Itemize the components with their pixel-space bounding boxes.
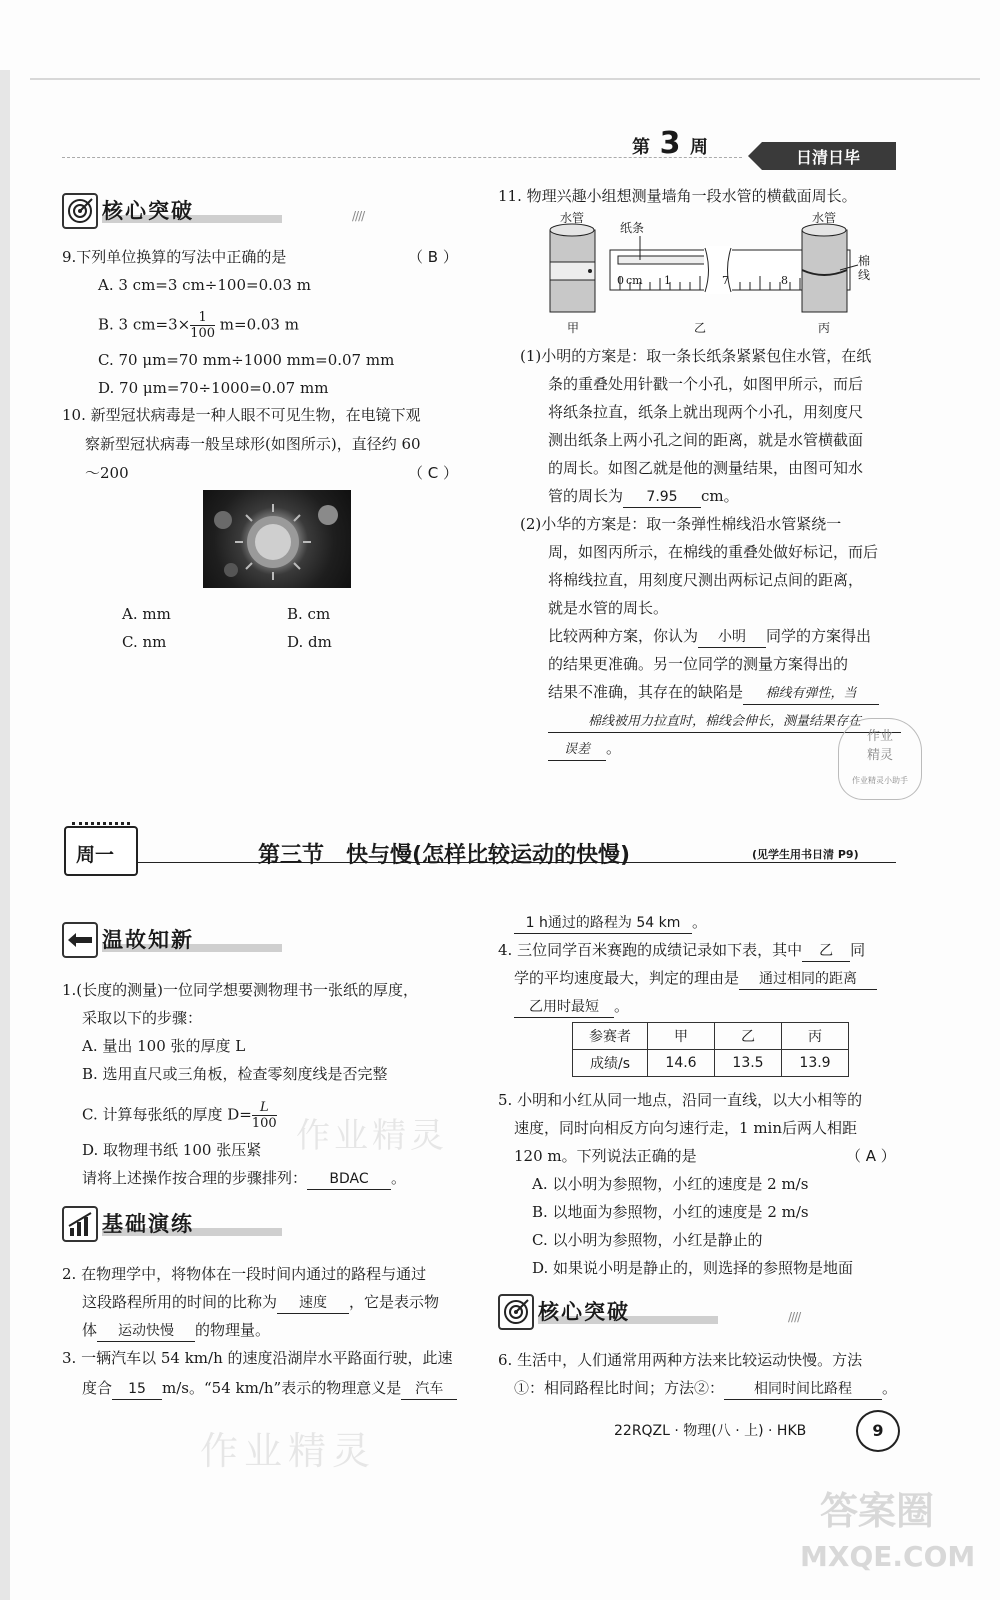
answer-mps: 15 [112, 1379, 162, 1400]
fraction-denominator: 100 [251, 1116, 277, 1131]
page-top-line [30, 78, 980, 80]
label-yi: 乙 [694, 321, 707, 335]
answer-meaning: 运动快慢 [97, 1321, 195, 1342]
section-title: 温故知新 [102, 928, 194, 952]
race-table [572, 1022, 849, 1077]
q9-option-c: C. 70 μm=70 mm÷1000 mm=0.07 mm [98, 351, 395, 369]
q5-line3: 120 m。下列说法正确的是 [514, 1147, 697, 1165]
q9-option-b [98, 310, 299, 341]
review-heading [62, 922, 392, 956]
fraction-numerator: L [252, 1100, 277, 1116]
target-icon [498, 1294, 534, 1330]
q10-line3: ～200 [85, 464, 129, 482]
table-row [573, 1050, 849, 1077]
answer-order: BDAC [307, 1169, 391, 1190]
week-suffix: 周 [690, 137, 709, 158]
q6-line2 [514, 1378, 897, 1400]
q1-option-d: D. 取物理书纸 100 张压紧 [82, 1141, 262, 1159]
q3-line2 [82, 1378, 457, 1400]
site-url: MXQE.COM [800, 1540, 976, 1573]
compare-end: 。 [606, 739, 622, 757]
basics-heading [62, 1206, 392, 1240]
page-number [856, 1410, 900, 1452]
q11-p1-l6 [548, 486, 739, 508]
q4-line2 [514, 968, 877, 990]
stamp-line1: 作业 [866, 729, 893, 744]
virus-image [203, 490, 351, 588]
core-breakthrough-heading [62, 193, 392, 227]
q5-option-b: B. 以地面为参照物，小红的速度是 2 m/s [532, 1203, 809, 1221]
q11-p2-l2: 周，如图丙所示，在棉线的重叠处做好标记，而后 [548, 543, 879, 561]
q11-stem: 11. 物理兴趣小组想测量墙角一段水管的横截面周长。 [498, 187, 857, 205]
q2-line2 [82, 1292, 439, 1314]
spiral-rings [72, 822, 130, 833]
q10-option-d: D. dm [287, 633, 332, 651]
q2-l3-prefix: 体 [82, 1321, 98, 1339]
q4-line3 [514, 996, 629, 1018]
q11-p1-l6-prefix: 管的周长为 [548, 487, 624, 505]
zuoye-stamp [838, 718, 922, 800]
answer-method-2: 相同时间比路程 [724, 1379, 882, 1400]
q6-l2-prefix: ①：相同路程比时间；方法②： [514, 1379, 725, 1397]
q10-line1: 10. 新型冠状病毒是一种人眼不可见生物，在电镜下观 [62, 406, 421, 424]
q9-option-a: A. 3 cm=3 cm÷100=0.03 m [98, 276, 311, 294]
q11-p2-l1: (2)小华的方案是：取一条弹性棉线沿水管紧绕一 [520, 515, 842, 533]
tick-8: 8 [781, 274, 788, 287]
answer-circumference: 7.95 [623, 487, 701, 508]
label-jia: 甲 [567, 321, 580, 335]
week-header [632, 126, 708, 161]
q10-option-b: B. cm [287, 605, 331, 623]
q11-compare-l5 [548, 738, 621, 761]
fraction-numerator: 1 [190, 310, 215, 326]
label-water-pipe-1: 水管 [560, 211, 585, 225]
q11-compare-l1 [548, 626, 871, 648]
q2-l3-suffix: 的物理量。 [195, 1321, 271, 1339]
q1-order-end: 。 [391, 1169, 407, 1187]
q5-option-d: D. 如果说小明是静止的，则选择的参照物是地面 [532, 1259, 854, 1277]
target-icon [62, 193, 98, 229]
tick-1: 1 [664, 274, 671, 287]
q10-option-c: C. nm [122, 633, 167, 651]
q10-line2: 察新型冠状病毒一般呈球形(如图所示)，直径约 60 [85, 435, 421, 453]
answer-defect-2: 棉线被用力拉直时，棉线会伸长，测量结果存在 [548, 712, 901, 733]
q1-option-b: B. 选用直尺或三角板，检查零刻度线是否完整 [82, 1065, 388, 1083]
answer-reason-2: 乙用时最短 [514, 997, 614, 1018]
q3-continuation [514, 912, 707, 934]
answer-speed: 速度 [277, 1293, 349, 1314]
lesson-ref: (见学生用书日清 P9) [752, 848, 859, 861]
section-title: 核心突破 [102, 199, 194, 223]
answer-fastest: 乙 [802, 941, 850, 962]
q1-option-c [82, 1100, 277, 1131]
q11-p1-l2: 条的重叠处用针戳一个小孔，如图甲所示，而后 [548, 375, 864, 393]
footer-code: 22RQZL · 物理(八 · 上) · HKB [614, 1423, 807, 1439]
q11-p2-l3: 将棉线拉直，用刻度尺测出两标记点间的距离， [548, 571, 864, 589]
fraction-denominator: 100 [190, 326, 216, 341]
q3-l2-prefix: 度合 [82, 1379, 113, 1397]
section-title: 基础演练 [102, 1212, 194, 1236]
q9-stem: 9.下列单位换算的写法中正确的是 [62, 248, 287, 266]
page-number-value: 9 [872, 1421, 884, 1440]
stamp-line2: 精灵 [866, 748, 893, 763]
q4-end: 。 [614, 997, 630, 1015]
q11-p1-l1: (1)小明的方案是：取一条长纸条紧紧包住水管，在纸 [520, 347, 872, 365]
table-cell: 14.6 [648, 1050, 715, 1077]
label-paper-strip: 纸条 [620, 221, 645, 235]
bar-chart-icon [62, 1206, 98, 1242]
answer-reason-1: 通过相同的距离 [739, 969, 877, 990]
week-badge-label: 日清日毕 [796, 148, 861, 167]
q1-c-prefix: C. 计算每张纸的厚度 D= [82, 1105, 252, 1124]
answer-defect-3: 误差 [548, 740, 606, 761]
answer-defect-1: 棉线有弹性，当 [743, 684, 879, 705]
q5-option-c: C. 以小明为参照物，小红是静止的 [532, 1231, 763, 1249]
q4-l2-prefix: 学的平均速度最大，判定的理由是 [514, 969, 740, 987]
q4-l1-prefix: 4. 三位同学百米赛跑的成绩记录如下表，其中 [498, 941, 803, 959]
watermark-2: 作业精灵 [200, 1429, 377, 1473]
page-edge-shadow [0, 70, 10, 1600]
q5-answer: （ A ） [846, 1147, 896, 1165]
week-prefix: 第 [632, 137, 650, 158]
q11-p1-l4: 测出纸条上两小孔之间的距离，就是水管横截面 [548, 431, 864, 449]
answer-meaning-start: 汽车 [401, 1379, 457, 1400]
q6-end: 。 [882, 1379, 898, 1397]
site-logo: 答案圈 [820, 1489, 935, 1533]
lesson-title: 第三节 快与慢(怎样比较运动的快慢) [258, 843, 631, 868]
q5-line2: 速度，同时向相反方向匀速行走，1 min后两人相距 [514, 1119, 857, 1137]
q1-c-fraction [252, 1100, 277, 1131]
q1-order [82, 1168, 406, 1190]
q4-l1-suffix: 同 [850, 941, 866, 959]
q1-option-a: A. 量出 100 张的厚度 L [82, 1037, 246, 1055]
swap-arrows-icon [62, 922, 98, 958]
q10-option-a: A. mm [122, 605, 171, 623]
stamp-line3: 作业精灵小助手 [852, 776, 908, 785]
core-breakthrough-heading-2 [498, 1294, 828, 1328]
q11-p1-l5: 的周长。如图乙就是他的测量结果，由图可知水 [548, 459, 864, 477]
tick-0: 0 [617, 274, 624, 287]
week-number: 3 [659, 126, 681, 161]
tick-7: 7 [722, 274, 729, 287]
header-rule [62, 157, 742, 158]
q3-end: 。 [692, 913, 708, 931]
table-header-cell: 丙 [782, 1023, 849, 1050]
q3-line1: 3. 一辆汽车以 54 km/h 的速度沿湖岸水平路面行驶，此速 [62, 1349, 453, 1367]
tick-unit: cm [626, 274, 643, 287]
answer-meaning-rest: 1 h通过的路程为 54 km [514, 913, 692, 934]
day-tag [64, 826, 138, 876]
q1-line1: 1.(长度的测量)一位同学想要测物理书一张纸的厚度， [62, 981, 419, 999]
q11-compare-l2: 的结果更准确。另一位同学的测量方案得出的 [548, 655, 849, 673]
compare-prefix: 比较两种方案，你认为 [548, 627, 699, 645]
answer-student: 小明 [698, 627, 766, 648]
table-header-cell: 乙 [715, 1023, 782, 1050]
q11-compare-l3 [548, 682, 879, 705]
q9-b-suffix: m=0.03 m [215, 315, 299, 334]
q2-l2-suffix: ，它是表示物 [349, 1293, 440, 1311]
q9-b-fraction [190, 310, 215, 341]
q11-p2-l4: 就是水管的周长。 [548, 599, 669, 617]
label-water-pipe-2: 水管 [812, 211, 837, 225]
q2-line1: 2. 在物理学中，将物体在一段时间内通过的路程与通过 [62, 1265, 427, 1283]
q9-b-prefix: B. 3 cm=3× [98, 315, 191, 334]
heading-slashes: //// [788, 1310, 801, 1324]
label-bing: 丙 [818, 321, 831, 335]
heading-slashes: //// [352, 209, 365, 223]
table-cell: 13.9 [782, 1050, 849, 1077]
day-tag-label: 周一 [76, 844, 115, 866]
q1-order-prefix: 请将上述操作按合理的步骤排列： [82, 1169, 308, 1187]
table-cell: 13.5 [715, 1050, 782, 1077]
section-title: 核心突破 [538, 1300, 630, 1324]
q11-p1-l3: 将纸条拉直，纸条上就出现两个小孔，用刻度尺 [548, 403, 864, 421]
q2-line3 [82, 1320, 270, 1342]
q4-line1 [498, 940, 865, 962]
compare-suffix: 同学的方案得出 [766, 627, 872, 645]
watermark-1: 作业精灵 [296, 1116, 448, 1156]
table-cell: 成绩/s [573, 1050, 648, 1077]
q5-line1: 5. 小明和小红从同一地点，沿同一直线，以大小相等的 [498, 1091, 863, 1109]
q9-answer: （ B ） [408, 248, 458, 266]
table-header-cell: 甲 [648, 1023, 715, 1050]
q1-line2: 采取以下的步骤： [82, 1009, 203, 1027]
table-row [573, 1023, 849, 1050]
q3-l2-mid: m/s。“54 km/h”表示的物理意义是 [162, 1379, 402, 1397]
compare-l3-prefix: 结果不准确，其存在的缺陷是 [548, 683, 744, 701]
q9-option-d: D. 70 μm=70÷1000=0.07 mm [98, 379, 329, 397]
q5-option-a: A. 以小明为参照物，小红的速度是 2 m/s [532, 1175, 809, 1193]
q11-p1-l6-suffix: cm。 [701, 487, 739, 505]
q10-answer: （ C ） [408, 464, 459, 482]
label-cotton: 棉线 [858, 254, 871, 282]
table-header-cell: 参赛者 [573, 1023, 648, 1050]
q6-line1: 6. 生活中，人们通常用两种方法来比较运动快慢。方法 [498, 1351, 863, 1369]
q2-l2-prefix: 这段路程所用的时间的比称为 [82, 1293, 278, 1311]
